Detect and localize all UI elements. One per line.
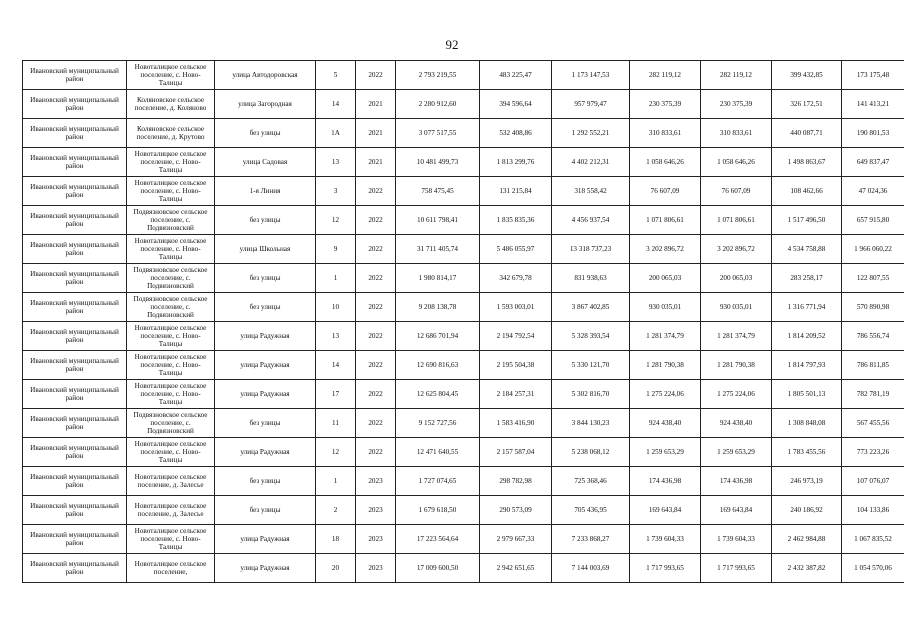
district-cell: Ивановский муниципальный район — [23, 322, 127, 351]
value-7-cell: 47 024,36 — [842, 177, 904, 206]
value-1-cell: 12 690 816,63 — [396, 351, 480, 380]
value-4-cell: 200 065,03 — [630, 264, 701, 293]
value-2-cell: 2 194 792,54 — [480, 322, 552, 351]
district-cell: Ивановский муниципальный район — [23, 409, 127, 438]
year-cell: 2023 — [356, 496, 396, 525]
district-cell: Ивановский муниципальный район — [23, 380, 127, 409]
year-cell: 2022 — [356, 293, 396, 322]
table-row — [23, 467, 904, 496]
settlement-cell: Подвязновское сельское поселение, с. Подвязновский — [127, 264, 215, 293]
value-5-cell: 1 259 653,29 — [701, 438, 772, 467]
district-cell: Ивановский муниципальный район — [23, 293, 127, 322]
value-1-cell: 12 625 804,45 — [396, 380, 480, 409]
value-6-cell: 1 805 501,13 — [772, 380, 842, 409]
value-1-cell: 9 152 727,56 — [396, 409, 480, 438]
value-1-cell: 1 980 814,17 — [396, 264, 480, 293]
house-number-cell: 14 — [316, 90, 356, 119]
value-3-cell: 318 558,42 — [552, 177, 630, 206]
table-row — [23, 264, 904, 293]
value-7-cell: 786 556,74 — [842, 322, 904, 351]
value-7-cell: 657 915,80 — [842, 206, 904, 235]
table-row — [23, 322, 904, 351]
value-4-cell: 1 739 604,33 — [630, 525, 701, 554]
value-1-cell: 1 679 618,50 — [396, 496, 480, 525]
value-1-cell: 12 686 701,94 — [396, 322, 480, 351]
value-6-cell: 246 973,19 — [772, 467, 842, 496]
year-cell: 2022 — [356, 177, 396, 206]
year-cell: 2022 — [356, 235, 396, 264]
value-4-cell: 1 275 224,06 — [630, 380, 701, 409]
settlement-cell: Новоталицкое сельское поселение, с. Ново-Талицы — [127, 525, 215, 554]
year-cell: 2022 — [356, 264, 396, 293]
value-3-cell: 13 318 737,23 — [552, 235, 630, 264]
street-cell: улица Школьная — [215, 235, 316, 264]
value-2-cell: 290 573,09 — [480, 496, 552, 525]
settlement-cell: Новоталицкое сельское поселение, — [127, 554, 215, 583]
street-cell: без улицы — [215, 264, 316, 293]
value-7-cell: 1 067 835,52 — [842, 525, 904, 554]
settlement-cell: Новоталицкое сельское поселение, с. Ново-Талицы — [127, 351, 215, 380]
district-cell: Ивановский муниципальный район — [23, 148, 127, 177]
street-cell: без улицы — [215, 409, 316, 438]
value-7-cell: 649 837,47 — [842, 148, 904, 177]
value-4-cell: 76 607,09 — [630, 177, 701, 206]
year-cell: 2022 — [356, 351, 396, 380]
value-6-cell: 2 462 984,88 — [772, 525, 842, 554]
value-3-cell: 5 330 121,70 — [552, 351, 630, 380]
value-2-cell: 394 596,64 — [480, 90, 552, 119]
value-3-cell: 1 292 552,21 — [552, 119, 630, 148]
district-cell: Ивановский муниципальный район — [23, 177, 127, 206]
value-6-cell: 1 814 797,93 — [772, 351, 842, 380]
value-5-cell: 930 035,01 — [701, 293, 772, 322]
house-number-cell: 2 — [316, 496, 356, 525]
value-1-cell: 2 280 912,60 — [396, 90, 480, 119]
house-number-cell: 20 — [316, 554, 356, 583]
year-cell: 2021 — [356, 119, 396, 148]
street-cell: без улицы — [215, 293, 316, 322]
value-7-cell: 773 223,26 — [842, 438, 904, 467]
house-number-cell: 5 — [316, 61, 356, 90]
value-6-cell: 108 462,66 — [772, 177, 842, 206]
value-5-cell: 230 375,39 — [701, 90, 772, 119]
settlement-cell: Новоталицкое сельское поселение, с. Ново-Талицы — [127, 322, 215, 351]
street-cell: улица Садовая — [215, 148, 316, 177]
value-5-cell: 3 202 896,72 — [701, 235, 772, 264]
value-6-cell: 1 498 863,67 — [772, 148, 842, 177]
value-2-cell: 342 679,78 — [480, 264, 552, 293]
house-number-cell: 10 — [316, 293, 356, 322]
value-6-cell: 440 087,71 — [772, 119, 842, 148]
value-3-cell: 7 144 003,69 — [552, 554, 630, 583]
value-1-cell: 10 481 499,73 — [396, 148, 480, 177]
value-5-cell: 282 119,12 — [701, 61, 772, 90]
value-5-cell: 1 275 224,06 — [701, 380, 772, 409]
street-cell: улица Радужная — [215, 438, 316, 467]
value-1-cell: 3 077 517,55 — [396, 119, 480, 148]
house-number-cell: 11 — [316, 409, 356, 438]
value-3-cell: 4 402 212,31 — [552, 148, 630, 177]
value-5-cell: 1 739 604,33 — [701, 525, 772, 554]
value-1-cell: 758 475,45 — [396, 177, 480, 206]
settlement-cell: Новоталицкое сельское поселение, д. Залесье — [127, 467, 215, 496]
house-number-cell: 13 — [316, 148, 356, 177]
settlement-cell: Новоталицкое сельское поселение, с. Ново-Талицы — [127, 380, 215, 409]
house-number-cell: 3 — [316, 177, 356, 206]
value-7-cell: 570 890,98 — [842, 293, 904, 322]
settlement-cell: Новоталицкое сельское поселение, с. Ново-Талицы — [127, 177, 215, 206]
value-2-cell: 2 942 651,65 — [480, 554, 552, 583]
value-4-cell: 230 375,39 — [630, 90, 701, 119]
house-number-cell: 14 — [316, 351, 356, 380]
value-6-cell: 1 814 209,52 — [772, 322, 842, 351]
value-3-cell: 7 233 868,27 — [552, 525, 630, 554]
value-7-cell: 1 966 060,22 — [842, 235, 904, 264]
street-cell: без улицы — [215, 119, 316, 148]
value-2-cell: 483 225,47 — [480, 61, 552, 90]
table-row — [23, 293, 904, 322]
street-cell: без улицы — [215, 206, 316, 235]
value-3-cell: 957 979,47 — [552, 90, 630, 119]
district-cell: Ивановский муниципальный район — [23, 351, 127, 380]
value-2-cell: 532 408,86 — [480, 119, 552, 148]
table-row — [23, 90, 904, 119]
value-3-cell: 1 173 147,53 — [552, 61, 630, 90]
value-6-cell: 1 517 496,50 — [772, 206, 842, 235]
value-3-cell: 725 368,46 — [552, 467, 630, 496]
settlement-cell: Новоталицкое сельское поселение, с. Ново-Талицы — [127, 61, 215, 90]
street-cell: без улицы — [215, 467, 316, 496]
table-row — [23, 148, 904, 177]
district-cell: Ивановский муниципальный район — [23, 235, 127, 264]
street-cell: улица Загородная — [215, 90, 316, 119]
table-body — [23, 61, 904, 583]
value-6-cell: 1 783 455,56 — [772, 438, 842, 467]
street-cell: улица Радужная — [215, 525, 316, 554]
value-3-cell: 3 844 130,23 — [552, 409, 630, 438]
settlement-cell: Новоталицкое сельское поселение, с. Ново-Талицы — [127, 438, 215, 467]
year-cell: 2021 — [356, 148, 396, 177]
value-7-cell: 567 455,56 — [842, 409, 904, 438]
value-1-cell: 10 611 798,41 — [396, 206, 480, 235]
value-5-cell: 200 065,03 — [701, 264, 772, 293]
district-cell: Ивановский муниципальный район — [23, 119, 127, 148]
value-6-cell: 240 186,92 — [772, 496, 842, 525]
value-6-cell: 4 534 758,88 — [772, 235, 842, 264]
house-number-cell: 1А — [316, 119, 356, 148]
year-cell: 2021 — [356, 90, 396, 119]
value-7-cell: 1 054 570,06 — [842, 554, 904, 583]
value-1-cell: 1 727 074,65 — [396, 467, 480, 496]
value-5-cell: 310 833,61 — [701, 119, 772, 148]
value-4-cell: 1 281 374,79 — [630, 322, 701, 351]
street-cell: 1-я Линия — [215, 177, 316, 206]
value-5-cell: 1 717 993,65 — [701, 554, 772, 583]
value-2-cell: 2 195 504,38 — [480, 351, 552, 380]
value-6-cell: 326 172,51 — [772, 90, 842, 119]
table-row — [23, 177, 904, 206]
house-number-cell: 9 — [316, 235, 356, 264]
value-2-cell: 1 593 003,01 — [480, 293, 552, 322]
value-4-cell: 1 058 646,26 — [630, 148, 701, 177]
value-1-cell: 17 009 600,50 — [396, 554, 480, 583]
street-cell: улица Радужная — [215, 554, 316, 583]
house-number-cell: 13 — [316, 322, 356, 351]
value-7-cell: 786 811,85 — [842, 351, 904, 380]
value-1-cell: 17 223 564,64 — [396, 525, 480, 554]
value-7-cell: 107 076,07 — [842, 467, 904, 496]
table-row — [23, 351, 904, 380]
street-cell: улица Радужная — [215, 351, 316, 380]
year-cell: 2022 — [356, 61, 396, 90]
value-2-cell: 131 215,84 — [480, 177, 552, 206]
value-3-cell: 5 328 393,54 — [552, 322, 630, 351]
value-7-cell: 122 807,55 — [842, 264, 904, 293]
value-4-cell: 282 119,12 — [630, 61, 701, 90]
district-cell: Ивановский муниципальный район — [23, 554, 127, 583]
settlement-cell: Новоталицкое сельское поселение, с. Ново-Талицы — [127, 148, 215, 177]
year-cell: 2022 — [356, 206, 396, 235]
value-4-cell: 310 833,61 — [630, 119, 701, 148]
value-5-cell: 1 071 806,61 — [701, 206, 772, 235]
settlement-cell: Новоталицкое сельское поселение, д. Залесье — [127, 496, 215, 525]
value-5-cell: 924 438,40 — [701, 409, 772, 438]
value-5-cell: 174 436,98 — [701, 467, 772, 496]
settlement-cell: Коляновское сельское поселение, д. Крутово — [127, 119, 215, 148]
value-1-cell: 12 471 640,55 — [396, 438, 480, 467]
value-3-cell: 4 456 937,54 — [552, 206, 630, 235]
district-cell: Ивановский муниципальный район — [23, 525, 127, 554]
value-6-cell: 1 316 771,94 — [772, 293, 842, 322]
value-3-cell: 5 238 068,12 — [552, 438, 630, 467]
value-2-cell: 2 979 667,33 — [480, 525, 552, 554]
value-2-cell: 2 157 587,04 — [480, 438, 552, 467]
value-3-cell: 831 938,63 — [552, 264, 630, 293]
table-row — [23, 554, 904, 583]
settlement-cell: Подвязновское сельское поселение, с. Подвязновский — [127, 409, 215, 438]
value-3-cell: 705 436,95 — [552, 496, 630, 525]
district-cell: Ивановский муниципальный район — [23, 206, 127, 235]
value-7-cell: 173 175,48 — [842, 61, 904, 90]
value-2-cell: 1 813 299,76 — [480, 148, 552, 177]
data-table-container — [22, 60, 904, 583]
house-number-cell: 18 — [316, 525, 356, 554]
value-2-cell: 5 486 055,97 — [480, 235, 552, 264]
year-cell: 2023 — [356, 525, 396, 554]
district-cell: Ивановский муниципальный район — [23, 496, 127, 525]
value-4-cell: 174 436,98 — [630, 467, 701, 496]
street-cell: улица Радужная — [215, 322, 316, 351]
district-cell: Ивановский муниципальный район — [23, 467, 127, 496]
value-4-cell: 924 438,40 — [630, 409, 701, 438]
value-7-cell: 190 801,53 — [842, 119, 904, 148]
house-number-cell: 1 — [316, 264, 356, 293]
value-4-cell: 1 259 653,29 — [630, 438, 701, 467]
value-7-cell: 104 133,86 — [842, 496, 904, 525]
year-cell: 2022 — [356, 322, 396, 351]
table-row — [23, 119, 904, 148]
district-cell: Ивановский муниципальный район — [23, 438, 127, 467]
year-cell: 2022 — [356, 409, 396, 438]
table-row — [23, 380, 904, 409]
value-4-cell: 3 202 896,72 — [630, 235, 701, 264]
value-6-cell: 283 258,17 — [772, 264, 842, 293]
house-number-cell: 12 — [316, 206, 356, 235]
value-5-cell: 1 281 790,38 — [701, 351, 772, 380]
value-5-cell: 1 281 374,79 — [701, 322, 772, 351]
value-1-cell: 2 793 219,55 — [396, 61, 480, 90]
table-row — [23, 525, 904, 554]
district-cell: Ивановский муниципальный район — [23, 61, 127, 90]
street-cell: улица Автодоровская — [215, 61, 316, 90]
data-table — [22, 60, 904, 583]
year-cell: 2022 — [356, 438, 396, 467]
value-4-cell: 1 071 806,61 — [630, 206, 701, 235]
district-cell: Ивановский муниципальный район — [23, 264, 127, 293]
page-number: 92 — [445, 37, 459, 52]
value-7-cell: 782 781,19 — [842, 380, 904, 409]
value-2-cell: 2 184 257,31 — [480, 380, 552, 409]
year-cell: 2022 — [356, 380, 396, 409]
value-4-cell: 169 643,84 — [630, 496, 701, 525]
value-6-cell: 2 432 387,82 — [772, 554, 842, 583]
year-cell: 2023 — [356, 467, 396, 496]
value-4-cell: 930 035,01 — [630, 293, 701, 322]
street-cell: без улицы — [215, 496, 316, 525]
street-cell: улица Радужная — [215, 380, 316, 409]
value-7-cell: 141 413,21 — [842, 90, 904, 119]
value-1-cell: 9 208 138,78 — [396, 293, 480, 322]
house-number-cell: 12 — [316, 438, 356, 467]
table-row — [23, 235, 904, 264]
table-row — [23, 438, 904, 467]
value-2-cell: 298 782,98 — [480, 467, 552, 496]
settlement-cell: Подвязновское сельское поселение, с. Подвязновский — [127, 293, 215, 322]
value-3-cell: 5 302 816,70 — [552, 380, 630, 409]
settlement-cell: Новоталицкое сельское поселение, с. Ново-Талицы — [127, 235, 215, 264]
house-number-cell: 1 — [316, 467, 356, 496]
district-cell: Ивановский муниципальный район — [23, 90, 127, 119]
value-5-cell: 169 643,84 — [701, 496, 772, 525]
settlement-cell: Подвязновское сельское поселение, с. Подвязновский — [127, 206, 215, 235]
table-row — [23, 206, 904, 235]
value-1-cell: 31 711 405,74 — [396, 235, 480, 264]
year-cell: 2023 — [356, 554, 396, 583]
value-4-cell: 1 281 790,38 — [630, 351, 701, 380]
value-5-cell: 1 058 646,26 — [701, 148, 772, 177]
value-4-cell: 1 717 993,65 — [630, 554, 701, 583]
value-2-cell: 1 835 835,36 — [480, 206, 552, 235]
table-row — [23, 61, 904, 90]
table-row — [23, 409, 904, 438]
value-6-cell: 1 308 848,08 — [772, 409, 842, 438]
house-number-cell: 17 — [316, 380, 356, 409]
value-2-cell: 1 583 416,90 — [480, 409, 552, 438]
settlement-cell: Коляновское сельское поселение, д. Коляново — [127, 90, 215, 119]
value-6-cell: 399 432,85 — [772, 61, 842, 90]
table-row — [23, 496, 904, 525]
value-3-cell: 3 867 402,85 — [552, 293, 630, 322]
value-5-cell: 76 607,09 — [701, 177, 772, 206]
